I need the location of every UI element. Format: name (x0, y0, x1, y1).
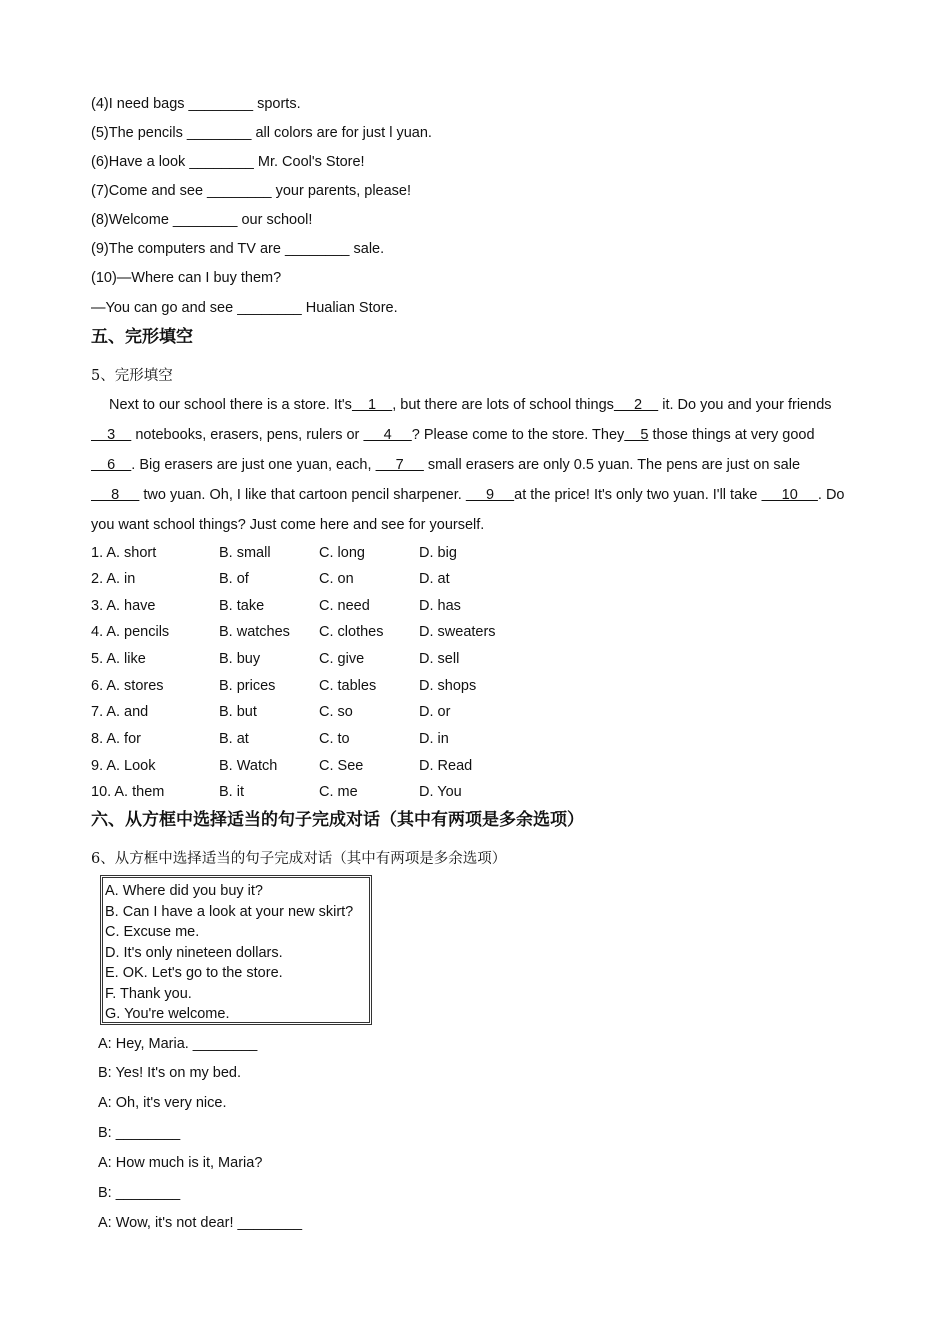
option-d: D. big (419, 545, 457, 561)
option-d: D. at (419, 571, 450, 587)
option-c: C. to (319, 731, 350, 747)
option-b: B. of (219, 571, 249, 587)
option-c: C. give (319, 651, 365, 667)
option-a: 7. A. and (91, 704, 149, 720)
fill-item-7: (7)Come and see ________ your parents, please! (91, 183, 412, 199)
passage-text: those things at very good (648, 427, 815, 443)
choice-item: F. Thank you. (105, 985, 192, 1002)
choice-item: B. Can I have a look at your new skirt? (105, 903, 354, 920)
blank-1: 1 (351, 397, 393, 413)
option-d: D. Read (419, 758, 473, 774)
option-b: B. but (219, 704, 257, 720)
option-c: C. clothes (319, 624, 384, 640)
fill-item-4: (4)I need bags ________ sports. (91, 96, 301, 112)
option-b: B. small (219, 545, 271, 561)
option-a: 4. A. pencils (91, 624, 170, 640)
option-b: B. prices (219, 678, 276, 694)
passage-text: at the price! It's only two yuan. I'll take (514, 487, 762, 503)
choice-item: E. OK. Let's go to the store. (105, 965, 283, 981)
option-d: D. shops (419, 678, 477, 694)
dialogue-line: A: How much is it, Maria? (98, 1155, 263, 1171)
section-6-subheading: 6、从方框中选择适当的句子完成对话（其中有两项是多余选项） (91, 851, 507, 867)
option-a: 10. A. them (91, 784, 165, 800)
section-5-subheading: 5、完形填空 (91, 368, 173, 384)
dialogue-line: B: Yes! It's on my bed. (98, 1065, 242, 1081)
option-c: C. See (319, 758, 364, 774)
passage-text: two yuan. Oh, I like that cartoon pencil sharpener. (139, 487, 466, 503)
blank-5: 5 (624, 427, 649, 443)
option-c: C. on (319, 571, 354, 587)
option-d: D. sell (419, 651, 460, 667)
fill-item-9: (9)The computers and TV are ________ sale. (91, 241, 385, 257)
choice-item: G. You're welcome. (105, 1006, 230, 1022)
option-a: 2. A. in (91, 571, 136, 587)
fill-item-6: (6)Have a look ________ Mr. Cool's Store! (91, 154, 365, 170)
passage-text: , but there are lots of school things (392, 397, 614, 413)
section-5-heading: 五、完形填空 (91, 327, 193, 347)
option-d: D. sweaters (419, 624, 496, 640)
dialogue-line: A: Hey, Maria. ________ (98, 1036, 258, 1052)
passage-text: . Do you want school things? Just come here and see for yourself. (91, 487, 845, 533)
passage-text: small erasers are only 0.5 yuan. The pens are just on sale (423, 457, 801, 473)
option-b: B. Watch (219, 758, 278, 774)
passage-text: Next to our school there is a store. It's (109, 397, 352, 413)
option-b: B. at (219, 731, 249, 747)
option-a: 3. A. have (91, 598, 156, 614)
passage-text: it. Do you and your friends (658, 397, 832, 413)
passage-text: . Big erasers are just one yuan, each, (131, 457, 376, 473)
option-a: 8. A. for (91, 731, 141, 747)
choice-item: D. It's only nineteen dollars. (105, 944, 283, 961)
option-d: D. has (419, 598, 461, 614)
blank-2: 2 (613, 397, 659, 413)
option-d: D. or (419, 704, 451, 720)
option-b: B. watches (219, 624, 290, 640)
passage-text: ? Please come to the store. They (411, 427, 625, 443)
dialogue-line: B: ________ (98, 1185, 181, 1201)
blank-4: 4 (363, 427, 412, 443)
fill-item-10-question: (10)—Where can I buy them? (91, 270, 282, 286)
option-c: C. need (319, 598, 370, 614)
fill-item-10-answer: —You can go and see ________ Hualian Store. (91, 300, 398, 316)
blank-10: 10 (761, 487, 818, 503)
blank-7: 7 (375, 457, 424, 473)
option-b: B. buy (219, 651, 261, 667)
option-c: C. long (319, 545, 365, 561)
blank-8: 8 (91, 487, 140, 503)
option-c: C. tables (319, 678, 377, 694)
dialogue-line: A: Wow, it's not dear! ________ (98, 1215, 303, 1231)
option-a: 1. A. short (91, 545, 157, 561)
cloze-passage (91, 390, 851, 540)
dialogue-line: A: Oh, it's very nice. (98, 1095, 227, 1111)
option-a: 5. A. like (91, 651, 146, 667)
option-d: D. You (419, 784, 462, 800)
passage-text: notebooks, erasers, pens, rulers or (131, 427, 364, 443)
blank-3: 3 (91, 427, 132, 443)
section-6-heading: 六、从方框中选择适当的句子完成对话（其中有两项是多余选项） (91, 810, 584, 830)
option-b: B. take (219, 598, 265, 614)
option-c: C. me (319, 784, 358, 800)
option-a: 9. A. Look (91, 758, 156, 774)
fill-item-8: (8)Welcome ________ our school! (91, 212, 313, 228)
choice-item: C. Excuse me. (105, 924, 200, 940)
option-b: B. it (219, 784, 244, 800)
option-d: D. in (419, 731, 449, 747)
dialogue-line: B: ________ (98, 1125, 181, 1141)
option-a: 6. A. stores (91, 678, 164, 694)
blank-6: 6 (91, 457, 132, 473)
choice-item: A. Where did you buy it? (105, 883, 263, 899)
fill-item-5: (5)The pencils ________ all colors are for just l yuan. (91, 125, 432, 141)
option-c: C. so (319, 704, 353, 720)
blank-9: 9 (465, 487, 515, 503)
choice-box (100, 875, 372, 1025)
